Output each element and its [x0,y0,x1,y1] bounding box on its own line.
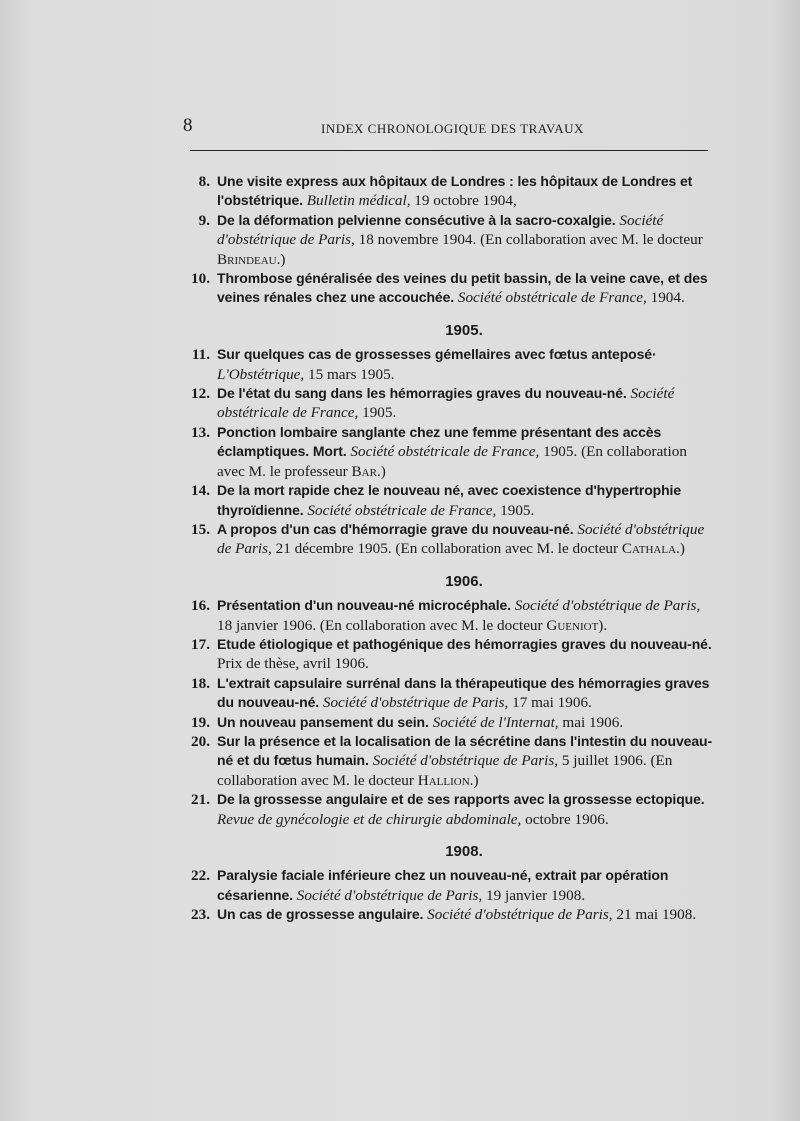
entry-number: 13. [191,423,210,441]
entry-source: Société obstétricale de France, [350,443,540,461]
year-heading: 1906. [445,572,483,590]
entry-source: Bulletin médical, [306,192,411,210]
entry-date: 18 janvier 1906. [217,616,317,634]
entry-title: Un cas de grossesse angulaire. [217,906,424,923]
entry-title: Sur quelques cas de grossesses gémellaires avec fœtus anteposé· [217,346,657,363]
entry-date: octobre 1906. [525,810,609,828]
publication-entry [186,269,714,308]
entry-source: Revue de gynécologie et de chirurgie abdominale, [217,810,522,828]
entry-note: (En collaboration avec M. le docteur [480,231,703,249]
entry-title: De l'état du sang dans les hémorragies graves du nouveau-né. [217,385,627,402]
entry-number: 12. [191,385,210,403]
entry-date: 21 mai 1908. [616,906,697,924]
entry-date: Prix de thèse, avril 1906. [217,655,369,673]
publication-entry [186,172,714,211]
entry-note: (En collaboration avec M. le docteur [217,752,673,789]
running-title: INDEX CHRONOLOGIQUE DES TRAVAUX [321,121,584,136]
entry-date: 19 janvier 1908. [486,886,586,904]
entry-number: 19. [191,713,210,731]
publication-entry [186,674,714,713]
entry-note-end: .) [376,462,386,480]
collaborator-name: Gueniot [546,616,599,634]
publication-entry [186,790,714,829]
entry-date: 1905. [543,443,578,461]
publication-entry [186,211,714,269]
publication-entry [186,384,714,423]
entry-number: 16. [191,597,210,615]
entry-source: Société d'obstétrique de Paris, [372,752,559,770]
publication-entry [186,905,714,924]
entry-number: 21. [191,791,210,809]
year-heading: 1908. [445,843,483,860]
entry-source: Société d'obstétrique de Paris, [296,886,483,904]
entry-date: 21 décembre 1905. [275,540,392,558]
page-number: 8 [183,115,193,136]
entry-date: 15 mars 1905. [308,365,395,383]
entry-source: Société d'obstétrique de Paris, [322,694,509,712]
publication-entry [186,635,714,674]
entry-source: Société d'obstétrique de Paris, [217,520,705,558]
collaborator-name: Bar [351,462,377,480]
entry-title: Thrombose généralisée des veines du petit bassin, de la veine cave, et des veines rénales chez une accouchée. [217,270,708,306]
publication-entry [186,866,714,905]
entry-title: Une visite express aux hôpitaux de Londres : les hôpitaux de Londres et l'obstétrique. [217,173,693,209]
entry-number: 9. [198,211,210,229]
entry-number: 15. [191,520,210,538]
entry-title: Sur la présence et la localisation de la sécrétine dans l'intestin du nouveau-né et du fœtus humain. [217,732,713,769]
entry-date: 19 octobre 1904, [414,192,517,210]
header-rule [190,150,708,151]
entry-title: De la déformation pelvienne consécutive à la sacro-coxalgie. [217,211,616,228]
collaborator-name: Cathala [621,540,677,558]
entry-date: 1904. [650,289,685,307]
entry-number: 17. [191,635,210,653]
publication-entry [186,481,714,520]
publication-entry [186,713,714,732]
entry-number: 20. [191,732,210,750]
entry-number: 22. [191,867,210,885]
entry-title: Paralysie faciale inférieure chez un nouveau-né, extrait par opération césarienne. [217,867,669,903]
entry-number: 18. [191,674,210,692]
entry-note-end: .) [676,540,685,558]
entry-title: Ponction lombaire sanglante chez une femme présentant des accès éclamptiques. Mort. [217,423,662,460]
entry-date: 18 novembre 1904. [358,231,477,249]
entry-note-end: ). [598,616,608,634]
year-heading: 1905. [445,321,483,339]
entry-note: (En collaboration avec M. le docteur [319,616,547,634]
entry-title: De la grossesse angulaire et de ses rapports avec la grossesse ectopique. [217,791,705,808]
bibliography-list [186,172,714,925]
entry-date: 1905. [500,501,535,519]
publication-entry [186,732,714,790]
entry-source: Société d'obstétrique de Paris, [217,211,664,249]
publication-entry [186,423,714,481]
entry-date: 17 mai 1906. [512,694,592,712]
running-header [183,115,708,143]
entry-date: 1905. [362,404,397,422]
collaborator-name: Brindeau [217,250,277,268]
entry-note-end: .) [276,250,286,268]
entry-source: Société de l'Internat, [432,713,559,731]
entry-title: De la mort rapide chez le nouveau né, avec coexistence d'hypertrophie thyroïdienne. [217,482,682,518]
entry-title: L'extrait capsulaire surrénal dans la thérapeutique des hémorragies graves du nouveau-né. [217,674,710,711]
entry-date: mai 1906. [562,713,624,731]
entry-source: Société d'obstétrique de Paris, [427,906,613,924]
entry-title: Un nouveau pansement du sein. [217,713,429,730]
entry-title: Etude étiologique et pathogénique des hémorragies graves du nouveau-né. [217,635,712,652]
entry-source: Société d'obstétrique de Paris, [514,597,701,615]
entry-source: Société obstétricale de France, [217,385,675,422]
entry-number: 14. [191,482,210,500]
entry-number: 23. [191,906,210,924]
publication-entry [186,596,714,635]
entry-number: 8. [198,173,210,190]
collaborator-name: Hallion [417,771,470,789]
entry-title: Présentation d'un nouveau-né microcéphale. [217,597,511,614]
publication-entry [186,520,714,559]
entry-date: 5 juillet 1906. [561,752,647,770]
entry-source: L'Obstétrique, [217,365,305,383]
entry-note: (En collaboration avec M. le professeur [217,443,687,480]
entry-note-end: .) [469,771,479,789]
entry-title: A propos d'un cas d'hémorragie grave du nouveau-né. [217,520,574,537]
publication-entry [186,345,714,384]
entry-source: Société obstétricale de France, [457,289,647,307]
entry-note: (En collaboration avec M. le docteur [395,540,622,558]
entry-number: 11. [191,346,210,364]
entry-source: Société obstétricale de France, [307,501,497,519]
entry-number: 10. [191,270,210,288]
